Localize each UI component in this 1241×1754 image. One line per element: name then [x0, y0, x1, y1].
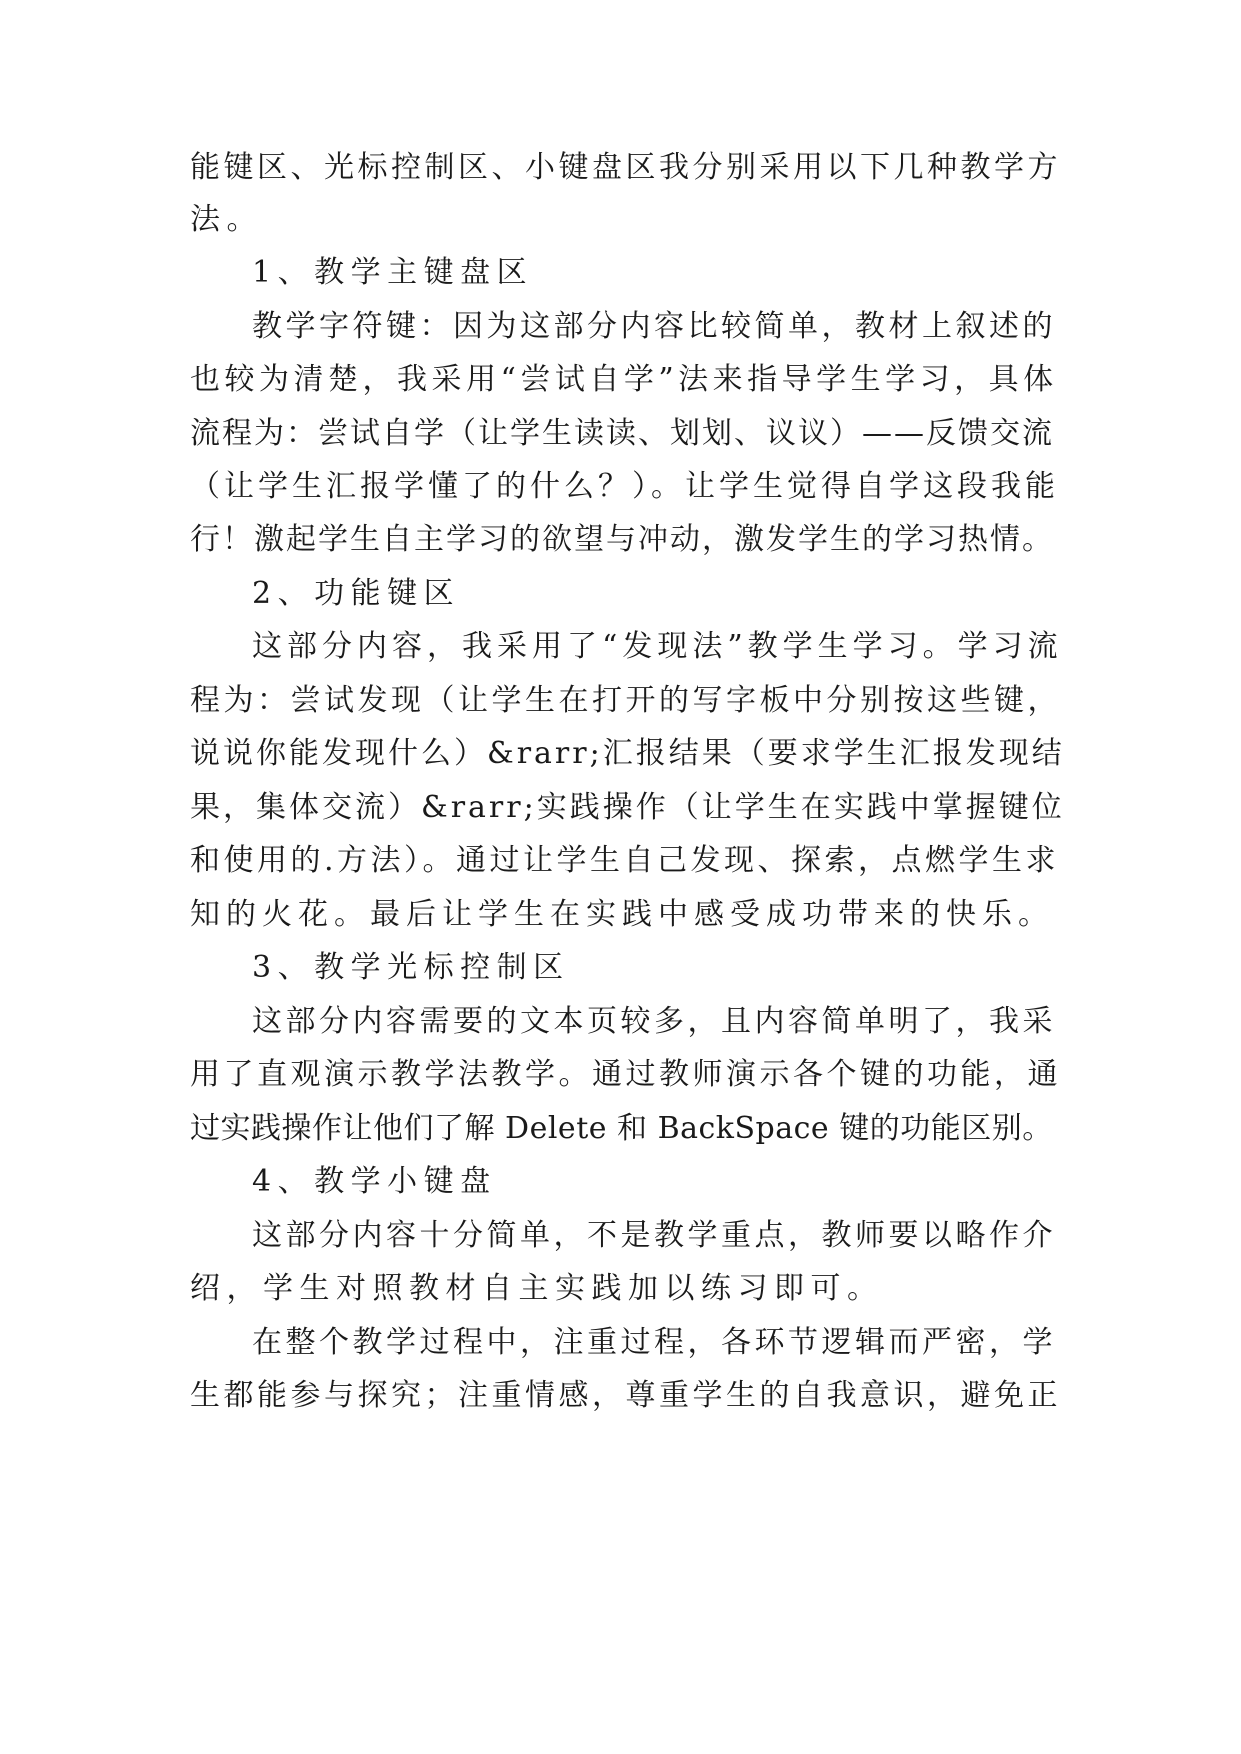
text-line: 这部分内容需要的文本页较多，且内容简单明了，我采	[252, 1004, 1056, 1039]
text-line: 程为：尝试发现（让学生在打开的写字板中分别按这些键，	[190, 683, 1061, 718]
text-line: （让学生汇报学懂了的什么？）。让学生觉得自学这段我能	[190, 469, 1059, 504]
text-line: 也较为清楚，我采用“尝试自学”法来指导学生学习，具体	[190, 362, 1058, 397]
text-line: 流程为：尝试自学（让学生读读、划划、议议）——反馈交流	[190, 416, 1054, 451]
text-line: 行！激起学生自主学习的欲望与冲动，激发学生的学习热情。	[190, 522, 1054, 557]
text-line: 这部分内容十分简单，不是教学重点，教师要以略作介	[252, 1218, 1056, 1253]
text-line: 这部分内容，我采用了“发现法”教学生学习。学习流	[252, 629, 1063, 664]
text-line: 法。	[190, 202, 263, 237]
text-line: 果，集体交流）&rarr;实践操作（让学生在实践中掌握键位	[190, 790, 1065, 825]
section-heading: 4、教学小键盘	[252, 1164, 497, 1199]
text-line: 和使用的.方法）。通过让学生自己发现、探索，点燃学生求	[190, 843, 1060, 878]
text-line: 绍，学生对照教材自主实践加以练习即可。	[190, 1271, 884, 1306]
text-line: 能键区、光标控制区、小键盘区我分别采用以下几种教学方	[190, 150, 1061, 185]
section-heading: 2、功能键区	[252, 576, 461, 611]
text-line: 在整个教学过程中，注重过程，各环节逻辑而严密，学	[252, 1325, 1056, 1360]
section-heading: 1、教学主键盘区	[252, 255, 534, 290]
text-line: 生都能参与探究；注重情感，尊重学生的自我意识，避免正	[190, 1378, 1061, 1413]
section-heading: 3、教学光标控制区	[252, 950, 570, 985]
text-line: 过实践操作让他们了解 Delete 和 BackSpace 键的功能区别。	[190, 1111, 1053, 1146]
text-line: 知的火花。最后让学生在实践中感受成功带来的快乐。	[190, 897, 1054, 932]
text-line: 教学字符键：因为这部分内容比较简单，教材上叙述的	[252, 309, 1056, 344]
text-line: 用了直观演示教学法教学。通过教师演示各个键的功能，通	[190, 1057, 1061, 1092]
text-line: 说说你能发现什么）&rarr;汇报结果（要求学生汇报发现结	[190, 736, 1065, 771]
